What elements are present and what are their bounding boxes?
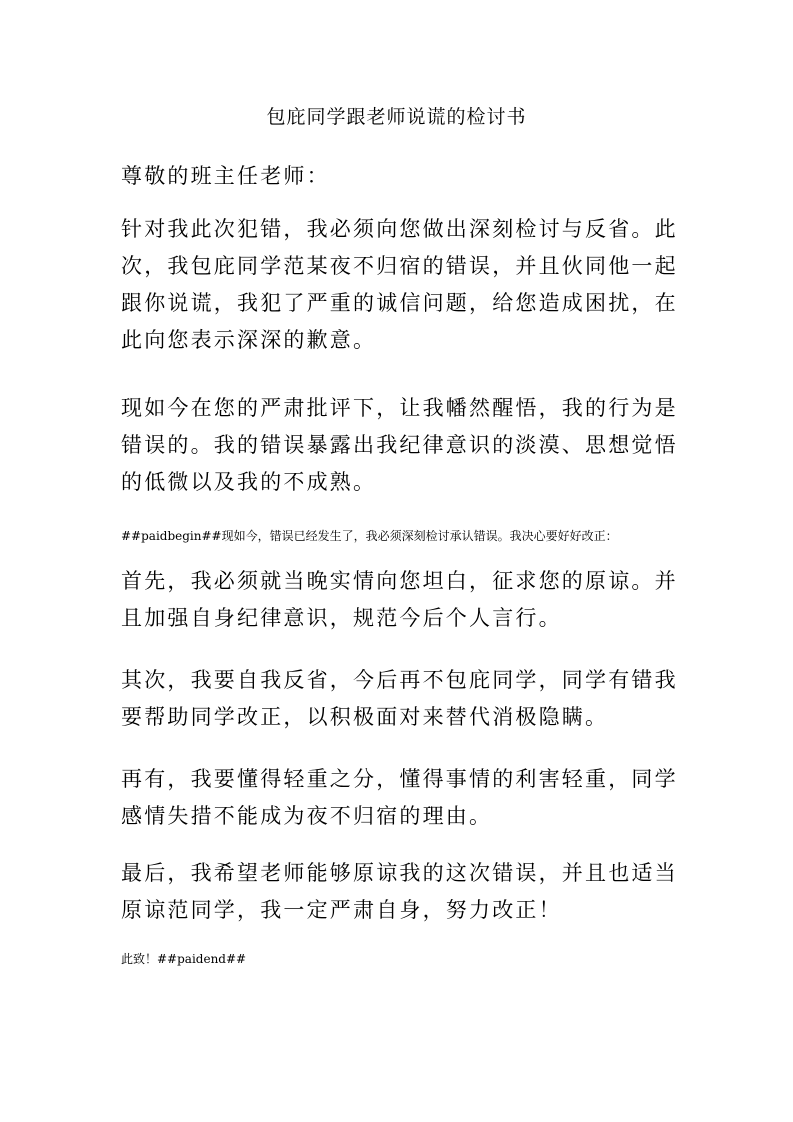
- salutation: 尊敬的班主任老师：: [121, 164, 330, 188]
- paragraph-first: 首先，我必须就当晚实情向您坦白，征求您的原谅。并且加强自身纪律意识，规范今后个人言行。: [121, 569, 678, 630]
- paid-begin-line: ##paidbegin##现如今，错误已经发生了，我必须深刻检讨承认错误。我决心要好好改正：: [121, 529, 618, 543]
- paragraph-last: 最后，我希望老师能够原谅我的这次错误，并且也适当原谅范同学，我一定严肃自身，努力改正！: [121, 861, 678, 922]
- closing-line: 此致！##paidend##: [121, 952, 247, 966]
- paragraph-third: 再有，我要懂得轻重之分，懂得事情的利害轻重，同学感情失措不能成为夜不归宿的理由。: [121, 767, 678, 828]
- paragraph-2: 现如今在您的严肃批评下，让我幡然醒悟，我的行为是错误的。我的错误暴露出我纪律意识的淡漠、思想觉悟的低微以及我的不成熟。: [121, 396, 678, 494]
- paragraph-1: 针对我此次犯错，我必须向您做出深刻检讨与反省。此次，我包庇同学范某夜不归宿的错误，并且伙同他一起跟你说谎，我犯了严重的诚信问题，给您造成困扰，在此向您表示深深的歉意。: [121, 217, 678, 352]
- document-title: 包庇同学跟老师说谎的检讨书: [266, 106, 527, 128]
- paragraph-second: 其次，我要自我反省，今后再不包庇同学，同学有错我要帮助同学改正，以积极面对来替代消极隐瞒。: [121, 668, 678, 729]
